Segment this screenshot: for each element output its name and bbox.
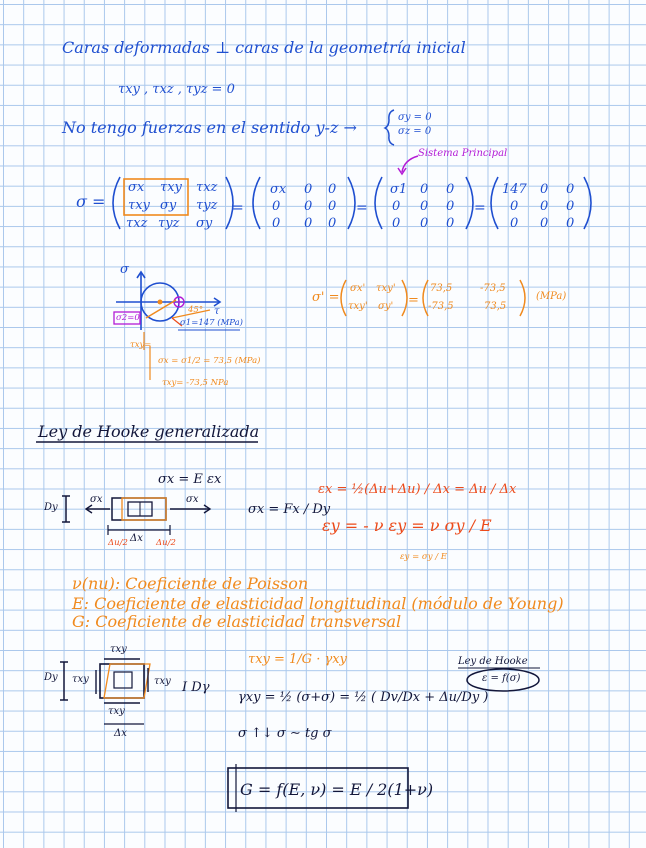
- g-definition: G: Coeficiente de elasticidad transversal: [72, 612, 402, 631]
- mohr-tauxy: τxy= -73,5 NPa: [162, 378, 229, 388]
- m4-cell: 0: [566, 199, 575, 214]
- prop-line: σ ↑↓ σ ∼ tg σ: [238, 726, 332, 741]
- m3-cell: 0: [446, 182, 455, 197]
- m2-cell: 0: [304, 199, 313, 214]
- sigma-x-left: σx: [90, 494, 103, 505]
- hooke-title: Ley de Hooke generalizada: [38, 422, 260, 441]
- ey-small: εy = σy / E: [400, 552, 447, 562]
- hooke-box-eq: ε = f(σ): [482, 673, 521, 684]
- m3-cell: 0: [420, 199, 429, 214]
- mohr-sigma1: σ1=147 (MPa): [180, 318, 243, 328]
- m3-cell: 0: [446, 216, 455, 231]
- shear-txy-left: τxy: [72, 674, 89, 685]
- m3-cell: σ1: [390, 182, 408, 197]
- m2-cell: 0: [304, 182, 313, 197]
- m1-cell: τxy: [160, 180, 182, 195]
- shear-txy-right: τxy: [154, 676, 171, 687]
- m1-cell: σy: [160, 198, 177, 213]
- m2-cell: 0: [328, 182, 337, 197]
- shear-dy: Dy: [44, 672, 58, 683]
- m4-cell: 0: [510, 199, 519, 214]
- final-equation: G = f(E, ν) = E / 2(1+ν): [240, 780, 434, 799]
- m1-cell: τyz: [196, 198, 218, 213]
- m1-cell: τxz: [126, 216, 148, 231]
- m1-cell: σx: [128, 180, 145, 195]
- m4-cell: 0: [566, 182, 575, 197]
- svg-text:=: =: [356, 200, 368, 216]
- e-definition: E: Coeficiente de elasticidad longitudinal (módulo de Young): [72, 594, 564, 613]
- shear-txy-top: τxy: [110, 644, 127, 655]
- brace-sigma-y: σy = 0: [398, 112, 432, 123]
- m2-cell: 0: [272, 216, 281, 231]
- m5-cell: τxy': [376, 283, 396, 294]
- mohr-sigmax: σx = σ1/2 = 73,5 (MPa): [158, 356, 261, 366]
- sigma-prime-eq: σ' =: [312, 290, 340, 305]
- m3-cell: 0: [446, 199, 455, 214]
- svg-text:=: =: [232, 200, 244, 216]
- m2-cell: 0: [304, 216, 313, 231]
- hooke-box-title: Ley de Hooke: [458, 656, 528, 667]
- tau-eq: τxy = 1/G · γxy: [248, 652, 347, 667]
- m6-cell: -73,5: [480, 283, 506, 294]
- brace-sigma-z: σz = 0: [398, 126, 432, 137]
- nu-definition: ν(nu): Coeficiente de Poisson: [72, 574, 309, 593]
- m4-cell: 0: [540, 199, 549, 214]
- mohr-sigma-axis: σ: [120, 262, 129, 277]
- m5-cell: τxy': [348, 301, 368, 312]
- dx-label: Δx: [130, 533, 143, 544]
- svg-text:=: =: [474, 200, 486, 216]
- dy-label: Dy: [44, 502, 58, 513]
- mohr-angle: 45°: [188, 305, 204, 315]
- du2-left: Δu/2: [108, 538, 128, 548]
- m1-cell: τyz: [158, 216, 180, 231]
- du2-right: Δu/2: [156, 538, 176, 548]
- m4-cell: 147: [502, 182, 527, 197]
- m2-cell: 0: [328, 199, 337, 214]
- m6-cell: 73,5: [430, 283, 453, 294]
- gamma-eq: γxy = ½ (σ+σ) = ½ ( Dv/Dx + Δu/Dy ): [238, 690, 489, 705]
- sx-frac: σx = Fx / Dy: [248, 502, 331, 517]
- m3-cell: 0: [392, 199, 401, 214]
- m6-cell: 73,5: [484, 301, 507, 312]
- mohr-sigma2: σ2=0: [116, 313, 140, 323]
- shear-dx: Δx: [114, 728, 127, 739]
- m2-cell: 0: [272, 199, 281, 214]
- principal-label: Sistema Principal: [418, 148, 508, 159]
- m5-cell: σy': [378, 301, 394, 312]
- m2-cell: 0: [328, 216, 337, 231]
- m2-cell: σx: [270, 182, 287, 197]
- svg-text:=: =: [408, 293, 419, 308]
- heading-caras: Caras deformadas ⊥ caras de la geometría inicial: [62, 38, 466, 57]
- m3-cell: 0: [420, 216, 429, 231]
- unit-mpa: (MPa): [536, 291, 567, 302]
- m6-cell: -73,5: [428, 301, 454, 312]
- sigma-equals: σ =: [76, 192, 106, 211]
- m4-cell: 0: [510, 216, 519, 231]
- m1-cell: τxy: [128, 198, 150, 213]
- sigma-x-right: σx: [186, 494, 199, 505]
- m3-cell: 0: [392, 216, 401, 231]
- idg-label: I Dγ: [182, 680, 210, 695]
- no-forces-line: No tengo fuerzas en el sentido y-z →: [62, 118, 357, 137]
- mohr-tau-axis: τ: [214, 306, 220, 317]
- ey-eq: εy = - ν εy = ν σy / E: [322, 516, 492, 535]
- m5-cell: σx': [350, 283, 366, 294]
- ex-eq: εx = ½(Δu+Δu) / Δx = Δu / Δx: [318, 482, 517, 497]
- m3-cell: 0: [420, 182, 429, 197]
- shear-zero-line: τxy , τxz , τyz = 0: [118, 82, 235, 97]
- sx-eq: σx = E εx: [158, 472, 222, 487]
- mohr-txy: τxy=: [130, 340, 152, 350]
- m4-cell: 0: [540, 216, 549, 231]
- m1-cell: τxz: [196, 180, 218, 195]
- shear-txy-bottom: τxy: [108, 706, 125, 717]
- m1-cell: σy: [196, 216, 213, 231]
- m4-cell: 0: [566, 216, 575, 231]
- m4-cell: 0: [540, 182, 549, 197]
